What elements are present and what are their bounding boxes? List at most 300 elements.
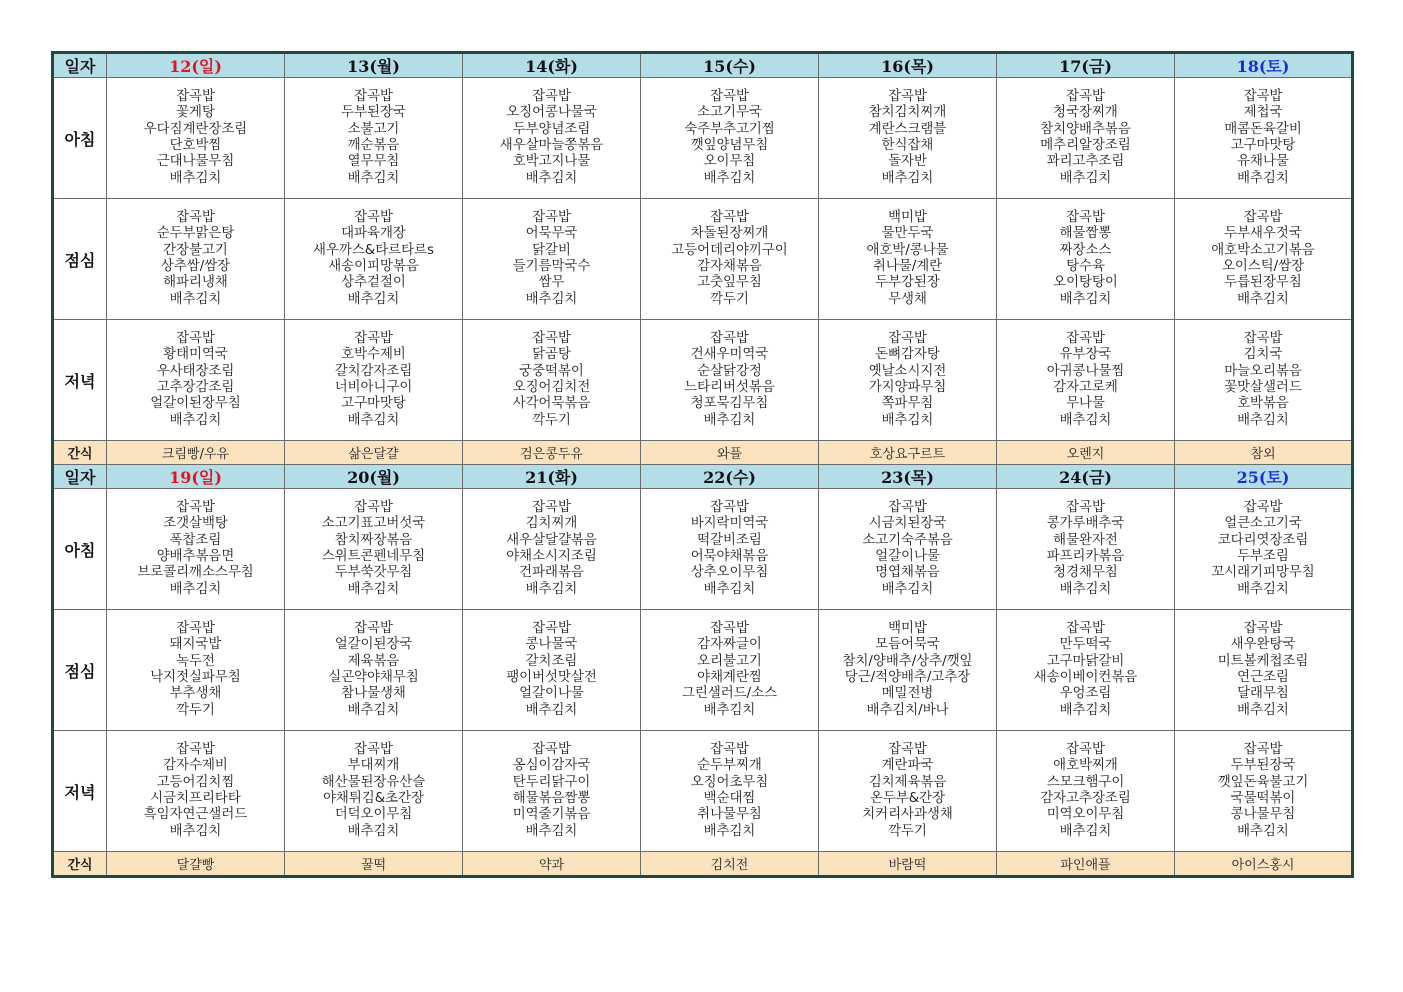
menu-item: 더덕오이무침: [334, 807, 413, 823]
menu-item: 잡곡밥: [710, 741, 749, 757]
lunch-row: [53, 610, 1353, 731]
dinner-menu-cell: [285, 320, 463, 441]
menu-item: 야채소시지조림: [506, 549, 597, 564]
menu-item: 간장불고기: [163, 242, 228, 258]
menu-item: 대파육개장: [341, 226, 406, 242]
menu-item: 잡곡밥: [354, 620, 393, 636]
dinner-menu-cell: [107, 320, 285, 441]
menu-item: 김치국: [1243, 347, 1283, 363]
menu-item: 옹심이감자국: [512, 758, 591, 774]
menu-item: 잡곡밥: [1243, 209, 1283, 225]
dinner-row: [53, 320, 1353, 441]
menu-item: 소고기표고버섯국: [321, 516, 426, 532]
menu-item: 잡곡밥: [1243, 620, 1283, 636]
menu-item: 얼갈이나물: [875, 549, 940, 564]
menu-item: 얼큰소고기국: [1224, 516, 1302, 532]
meal-plan: [51, 51, 1351, 878]
menu-item: 새우살마늘쫑볶음: [499, 138, 604, 153]
menu-item: 달래무침: [1237, 686, 1289, 702]
menu-item: 배추김치: [169, 412, 222, 428]
menu-item: 미트볼케첩조림: [1217, 653, 1309, 669]
menu-item: 잡곡밥: [710, 330, 749, 346]
breakfast-menu-cell: [463, 489, 641, 610]
menu-item: 아귀콩나물찜: [1046, 363, 1125, 379]
menu-item: 배추김치: [1237, 702, 1289, 718]
menu-item: 배추김치: [1237, 412, 1289, 428]
menu-item: 잡곡밥: [710, 499, 749, 515]
snack-label: 간식: [53, 852, 107, 877]
menu-item: 잡곡밥: [1066, 330, 1105, 346]
menu-item: 잡곡밥: [710, 620, 749, 636]
day-date: 21(화): [463, 465, 641, 489]
menu-item: 새우살달걀볶음: [506, 532, 597, 548]
menu-item: 우엉조림: [1059, 686, 1112, 702]
menu-item: 해파리냉채: [163, 275, 228, 291]
breakfast-menu-cell: [997, 78, 1175, 199]
breakfast-label: 아침: [53, 78, 107, 199]
menu-item: 상추겉절이: [341, 275, 406, 291]
menu-item: 얼갈이된장국: [334, 637, 413, 653]
day-date: 25(토): [1175, 465, 1353, 489]
menu-item: 흑임자연근샐러드: [143, 807, 248, 823]
menu-item: 배추김치: [703, 170, 756, 186]
menu-item: 잡곡밥: [888, 330, 927, 346]
menu-item: 미역오이무침: [1046, 807, 1125, 823]
menu-item: 코다리엿장조림: [1217, 532, 1309, 548]
menu-item: 건새우미역국: [690, 347, 769, 363]
menu-item: 배추김치: [347, 581, 400, 597]
menu-item: 실곤약야채무침: [328, 670, 419, 685]
lunch-menu-cell: [285, 199, 463, 320]
dinner-menu-cell: [997, 320, 1175, 441]
menu-item: 청포묵김무침: [690, 396, 769, 412]
menu-item: 깻잎양념무침: [690, 138, 769, 153]
menu-item: 야채계란찜: [697, 670, 762, 685]
snack-item: 호상요구르트: [819, 441, 997, 465]
menu-item: 꽃게탕: [176, 105, 215, 121]
menu-item: 잡곡밥: [176, 620, 215, 636]
menu-item: 잡곡밥: [1243, 741, 1283, 757]
menu-item: 시금치된장국: [868, 516, 947, 532]
menu-item: 잡곡밥: [176, 741, 215, 757]
snack-label: 간식: [53, 441, 107, 465]
menu-item: 잡곡밥: [1066, 209, 1105, 225]
dinner-menu-cell: [1175, 731, 1353, 852]
dinner-menu-cell: [641, 320, 819, 441]
menu-item: 취나물/계란: [872, 259, 943, 274]
menu-item: 배추김치: [881, 412, 934, 428]
menu-item: 계란파국: [881, 758, 934, 774]
menu-item: 배추김치: [525, 170, 578, 186]
day-date: 24(금): [997, 465, 1175, 489]
menu-item: 배추김치: [881, 170, 934, 186]
snack-item: 크림빵/우유: [107, 441, 285, 465]
menu-item: 김치제육볶음: [868, 774, 947, 790]
menu-item: 감자채볶음: [697, 259, 762, 274]
menu-item: 해물볶음짬뽕: [512, 791, 591, 806]
menu-item: 잡곡밥: [354, 499, 393, 515]
breakfast-menu-cell: [285, 489, 463, 610]
menu-item: 깍두기: [532, 412, 571, 428]
lunch-menu-cell: [463, 199, 641, 320]
lunch-menu-cell: [1175, 610, 1353, 731]
lunch-menu-cell: [997, 199, 1175, 320]
menu-item: 너비아니구이: [334, 380, 413, 395]
dinner-menu-cell: [641, 731, 819, 852]
dinner-menu-cell: [819, 731, 997, 852]
menu-item: 두부쑥갓무침: [334, 565, 413, 581]
menu-item: 들기름막국수: [512, 259, 591, 274]
breakfast-menu-cell: [819, 78, 997, 199]
menu-item: 고추장감조림: [156, 380, 235, 395]
menu-item: 제육볶음: [347, 653, 400, 669]
menu-item: 국물떡볶이: [1230, 791, 1296, 806]
menu-item: 그린샐러드/소스: [681, 686, 778, 702]
menu-item: 조갯살백탕: [163, 516, 228, 532]
snack-item: 참외: [1175, 441, 1353, 465]
menu-item: 순두부맑은탕: [156, 226, 235, 242]
menu-item: 근대나물무침: [156, 154, 235, 170]
menu-item: 배추김치: [881, 581, 934, 597]
menu-item: 메추리알장조림: [1040, 138, 1131, 153]
snack-item: 검은콩두유: [463, 441, 641, 465]
lunch-row: [53, 199, 1353, 320]
menu-item: 스모크햄구이: [1046, 774, 1125, 790]
menu-item: 부대찌개: [347, 758, 400, 774]
dinner-label: 저녁: [53, 320, 107, 441]
menu-item: 우다짐계란장조림: [143, 121, 248, 137]
day-date: 22(수): [641, 465, 819, 489]
menu-item: 낙지젓실파무침: [150, 670, 241, 685]
menu-item: 백미밥: [888, 620, 927, 636]
menu-item: 황태미역국: [163, 347, 228, 363]
menu-item: 팽이버섯맛살전: [506, 670, 597, 685]
day-date: 18(토): [1175, 53, 1353, 78]
lunch-menu-cell: [107, 199, 285, 320]
menu-item: 감자고추장조림: [1040, 791, 1131, 806]
menu-item: 잡곡밥: [532, 330, 571, 346]
menu-item: 폭찹조림: [169, 532, 222, 548]
menu-item: 애호박소고기볶음: [1211, 242, 1315, 258]
lunch-menu-cell: [463, 610, 641, 731]
menu-item: 유부장국: [1059, 347, 1112, 363]
dinner-menu-cell: [463, 731, 641, 852]
breakfast-menu-cell: [285, 78, 463, 199]
menu-item: 사각어묵볶음: [512, 396, 591, 412]
dinner-menu-cell: [819, 320, 997, 441]
snack-item: 달걀빵: [107, 852, 285, 877]
menu-item: 소고기무국: [697, 105, 762, 121]
menu-item: 잡곡밥: [532, 741, 571, 757]
menu-item: 치커리사과생채: [862, 807, 953, 823]
breakfast-row: [53, 489, 1353, 610]
menu-item: 잡곡밥: [354, 330, 393, 346]
menu-item: 배추김치: [703, 823, 756, 839]
day-date: 14(화): [463, 53, 641, 78]
day-date: 17(금): [997, 53, 1175, 78]
menu-item: 고춧잎무침: [697, 275, 762, 291]
menu-item: 두부강된장: [875, 275, 940, 291]
menu-item: 닭갈비: [532, 242, 571, 258]
menu-item: 유채나물: [1237, 154, 1289, 170]
menu-item: 건파래볶음: [519, 565, 584, 581]
menu-item: 배추김치: [169, 170, 222, 186]
menu-item: 배추김치: [1237, 170, 1289, 186]
menu-item: 두부양념조림: [512, 121, 591, 137]
menu-item: 해물짬뽕: [1059, 226, 1112, 242]
breakfast-menu-cell: [107, 78, 285, 199]
menu-item: 닭곰탕: [532, 347, 571, 363]
menu-item: 돈뼈감자탕: [875, 347, 940, 363]
snack-item: 삶은달걀: [285, 441, 463, 465]
menu-item: 김치찌개: [525, 516, 578, 532]
menu-item: 고구마맛탕: [341, 396, 406, 412]
menu-item: 어묵야채볶음: [690, 549, 769, 564]
menu-item: 잡곡밥: [532, 499, 571, 515]
menu-item: 잡곡밥: [1243, 88, 1283, 104]
menu-item: 녹두전: [176, 653, 215, 669]
menu-item: 스위트콘펜네무침: [321, 549, 426, 564]
menu-item: 배추김치: [525, 702, 578, 718]
menu-item: 얼갈이된장무침: [150, 396, 241, 412]
menu-item: 오징어김치전: [512, 380, 591, 395]
menu-item: 배추김치: [169, 581, 222, 597]
menu-item: 잡곡밥: [532, 88, 571, 104]
breakfast-row: [53, 78, 1353, 199]
menu-item: 잡곡밥: [710, 88, 749, 104]
menu-item: 배추김치: [347, 170, 400, 186]
menu-item: 콩가루배추국: [1046, 516, 1125, 532]
menu-item: 마늘오리볶음: [1224, 363, 1302, 379]
lunch-menu-cell: [819, 199, 997, 320]
dinner-row: [53, 731, 1353, 852]
menu-item: 잡곡밥: [532, 620, 571, 636]
menu-item: 배추김치: [169, 291, 222, 307]
menu-item: 잡곡밥: [176, 88, 215, 104]
day-date: 16(목): [819, 53, 997, 78]
menu-item: 깻잎돈육불고기: [1217, 774, 1309, 790]
menu-item: 배추김치: [1059, 581, 1112, 597]
lunch-menu-cell: [997, 610, 1175, 731]
menu-item: 당근/적양배추/고추장: [844, 670, 971, 685]
breakfast-menu-cell: [1175, 489, 1353, 610]
menu-item: 애호박찌개: [1053, 758, 1118, 774]
menu-item: 쌈무: [538, 275, 565, 291]
menu-item: 시금치프리타타: [150, 791, 241, 806]
menu-item: 열무무침: [347, 154, 400, 170]
menu-item: 오이스틱/쌈장: [1221, 259, 1305, 274]
menu-item: 고등어김치찜: [156, 774, 235, 790]
menu-item: 잡곡밥: [888, 499, 927, 515]
menu-item: 배추김치: [703, 702, 756, 718]
snack-item: 약과: [463, 852, 641, 877]
menu-item: 탕수육: [1066, 259, 1105, 274]
menu-item: 두부된장국: [341, 105, 406, 121]
menu-item: 두부새우젓국: [1224, 226, 1302, 242]
menu-item: 배추김치: [703, 581, 756, 597]
menu-item: 배추김치: [525, 581, 578, 597]
menu-item: 바지락미역국: [690, 516, 769, 532]
menu-item: 배추김치: [347, 702, 400, 718]
menu-item: 쪽파무침: [881, 396, 934, 412]
menu-item: 짜장소스: [1059, 242, 1112, 258]
menu-item: 순두부찌개: [697, 758, 762, 774]
snack-item: 김치전: [641, 852, 819, 877]
lunch-label: 점심: [53, 610, 107, 731]
menu-item: 백미밥: [888, 209, 927, 225]
menu-item: 탄두리닭구이: [512, 774, 591, 790]
menu-item: 갈치감자조림: [334, 363, 413, 379]
breakfast-menu-cell: [997, 489, 1175, 610]
menu-item: 잡곡밥: [1066, 88, 1105, 104]
menu-item: 무나물: [1066, 396, 1105, 412]
menu-item: 오이탕탕이: [1053, 275, 1118, 291]
menu-item: 잡곡밥: [1066, 620, 1105, 636]
menu-item: 얼갈이나물: [519, 686, 584, 702]
menu-item: 우사태장조림: [156, 363, 235, 379]
menu-item: 배추김치: [347, 291, 400, 307]
menu-item: 참치김치찌개: [868, 105, 947, 121]
menu-item: 참치/양배추/상추/깻잎: [842, 653, 973, 669]
menu-item: 깍두기: [888, 823, 927, 839]
menu-item: 돼지국밥: [169, 637, 222, 653]
menu-item: 잡곡밥: [888, 741, 927, 757]
menu-item: 고구마맛탕: [1230, 138, 1296, 153]
date-row: [53, 465, 1353, 489]
snack-item: 파인애플: [997, 852, 1175, 877]
menu-item: 계란스크램블: [868, 121, 947, 137]
menu-item: 두부된장국: [1230, 758, 1296, 774]
menu-item: 배추김치/바나: [866, 702, 949, 718]
day-date: 12(일): [107, 53, 285, 78]
menu-item: 한식잡채: [881, 138, 934, 153]
menu-item: 배추김치: [347, 412, 400, 428]
menu-item: 오리불고기: [697, 653, 762, 669]
menu-item: 호박볶음: [1237, 396, 1289, 412]
breakfast-menu-cell: [107, 489, 285, 610]
menu-item: 새우완탕국: [1230, 637, 1296, 653]
menu-item: 어묵무국: [525, 226, 578, 242]
menu-item: 깨순볶음: [347, 138, 400, 153]
menu-item: 고등어데리야끼구이: [671, 242, 788, 258]
menu-item: 매콤돈육갈비: [1224, 121, 1302, 137]
menu-item: 잡곡밥: [1243, 499, 1283, 515]
menu-item: 연근조림: [1237, 670, 1289, 685]
menu-item: 참치짜장볶음: [334, 532, 413, 548]
date-header-label: 일자: [53, 53, 107, 78]
menu-item: 해물완자전: [1053, 532, 1118, 548]
menu-item: 잡곡밥: [176, 330, 215, 346]
breakfast-menu-cell: [819, 489, 997, 610]
menu-item: 숙주부추고기찜: [684, 121, 775, 137]
menu-item: 애호박/콩나물: [866, 242, 949, 258]
menu-item: 감자수제비: [163, 758, 228, 774]
menu-item: 두부조림: [1237, 549, 1289, 564]
menu-item: 콩나물무침: [1230, 807, 1296, 823]
lunch-menu-cell: [641, 610, 819, 731]
menu-item: 참치양배추볶음: [1040, 121, 1131, 137]
day-date: 20(월): [285, 465, 463, 489]
menu-item: 오징어초무침: [690, 774, 769, 790]
menu-item: 배추김치: [703, 412, 756, 428]
menu-item: 메밀전병: [881, 686, 934, 702]
menu-item: 새송이피망볶음: [328, 259, 419, 274]
menu-item: 두릅된장무침: [1224, 275, 1302, 291]
menu-item: 감자짜글이: [697, 637, 762, 653]
menu-item: 감자고로케: [1053, 380, 1118, 395]
menu-item: 호박고지나물: [512, 154, 591, 170]
snack-row: [53, 441, 1353, 465]
menu-item: 돌자반: [888, 154, 927, 170]
menu-item: 고구마닭갈비: [1046, 653, 1125, 669]
menu-item: 무생채: [888, 291, 927, 307]
menu-item: 잡곡밥: [532, 209, 571, 225]
menu-item: 배추김치: [1059, 412, 1112, 428]
menu-item: 배추김치: [525, 291, 578, 307]
menu-item: 배추김치: [1059, 291, 1112, 307]
menu-item: 상추오이무침: [690, 565, 769, 581]
lunch-menu-cell: [819, 610, 997, 731]
menu-item: 옛날소시지전: [868, 363, 947, 379]
menu-item: 배추김치: [1237, 581, 1289, 597]
menu-item: 배추김치: [525, 823, 578, 839]
menu-item: 갈치조림: [525, 653, 578, 669]
dinner-menu-cell: [463, 320, 641, 441]
menu-item: 새우까스&타르타르s: [313, 242, 434, 258]
lunch-menu-cell: [107, 610, 285, 731]
breakfast-label: 아침: [53, 489, 107, 610]
menu-item: 잡곡밥: [354, 741, 393, 757]
menu-item: 취나물무침: [697, 807, 762, 823]
menu-item: 배추김치: [1059, 702, 1112, 718]
menu-item: 잡곡밥: [354, 209, 393, 225]
menu-item: 양배추볶음면: [156, 549, 235, 564]
menu-item: 잡곡밥: [888, 88, 927, 104]
menu-item: 상추쌈/쌈장: [160, 259, 231, 274]
menu-item: 만두떡국: [1059, 637, 1112, 653]
menu-item: 호박수제비: [341, 347, 406, 363]
date-header-label: 일자: [53, 465, 107, 489]
day-date: 23(목): [819, 465, 997, 489]
menu-item: 꽈리고추조림: [1046, 154, 1125, 170]
menu-item: 미역줄기볶음: [512, 807, 591, 823]
menu-item: 부추생채: [169, 686, 222, 702]
menu-item: 깍두기: [710, 291, 749, 307]
menu-item: 가지양파무침: [868, 380, 947, 395]
snack-item: 바람떡: [819, 852, 997, 877]
menu-item: 새송이베이컨볶음: [1033, 670, 1138, 685]
snack-item: 아이스홍시: [1175, 852, 1353, 877]
menu-item: 잡곡밥: [1243, 330, 1283, 346]
day-date: 15(수): [641, 53, 819, 78]
menu-item: 깍두기: [176, 702, 215, 718]
menu-item: 차돌된장찌개: [690, 226, 769, 242]
menu-item: 야채튀김&초간장: [323, 791, 424, 806]
menu-item: 잡곡밥: [176, 499, 215, 515]
menu-item: 제첩국: [1243, 105, 1283, 121]
dinner-menu-cell: [997, 731, 1175, 852]
menu-item: 오이무침: [703, 154, 756, 170]
menu-item: 해산물된장유산슬: [321, 774, 426, 790]
breakfast-menu-cell: [463, 78, 641, 199]
menu-item: 잡곡밥: [1066, 741, 1105, 757]
menu-item: 단호박찜: [169, 138, 222, 153]
menu-item: 배추김치: [169, 823, 222, 839]
menu-item: 순살닭강정: [697, 363, 762, 379]
lunch-menu-cell: [1175, 199, 1353, 320]
menu-item: 떡갈비조림: [697, 532, 762, 548]
breakfast-menu-cell: [1175, 78, 1353, 199]
